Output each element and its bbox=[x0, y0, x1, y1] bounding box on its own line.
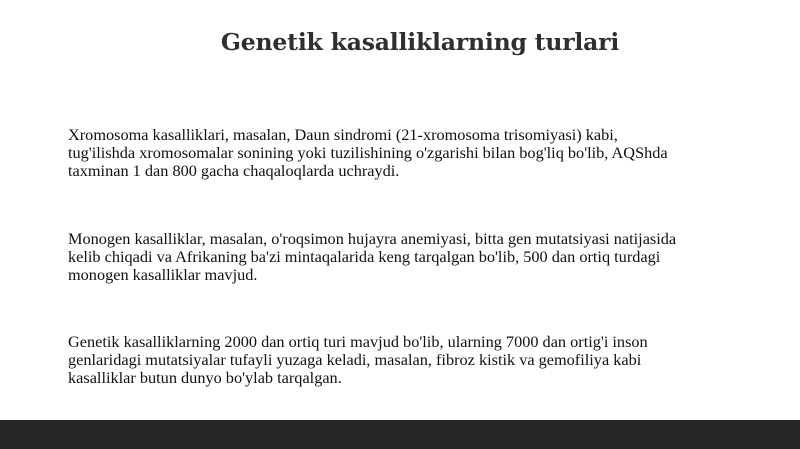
footer-bar bbox=[0, 420, 800, 449]
paragraph-monogenic-diseases: Monogen kasalliklar, masalan, o'roqsimon hujayra anemiyasi, bitta gen mutatsiyasi natijasida kelib chiqadi va Afrikaning ba'zi mintaqalarida keng tarqalgan bo'lib, 500 dan ortiq turdagi monogen kasalliklar mavjud. bbox=[68, 229, 677, 284]
paragraph-genetic-disease-count: Genetik kasalliklarning 2000 dan ortiq turi mavjud bo'lib, ularning 7000 dan ortig'i inson genlaridagi mutatsiyalar tufayli yuzaga keladi, masalan, fibroz kistik va gemofiliya kabi kasalliklar butun dunyo bo'ylab tarqalgan. bbox=[68, 332, 648, 387]
paragraph-chromosomal-diseases: Xromosoma kasalliklari, masalan, Daun sindromi (21-xromosoma trisomiyasi) kabi, tug'ilishda xromosomalar sonining yoki tuzilishining o'zgarishi bilan bog'liq bo'lib, AQShda taxminan 1 dan 800 gacha chaqaloqlarda uchraydi. bbox=[68, 125, 668, 180]
slide-title: Genetik kasalliklarning turlari bbox=[220, 28, 620, 56]
